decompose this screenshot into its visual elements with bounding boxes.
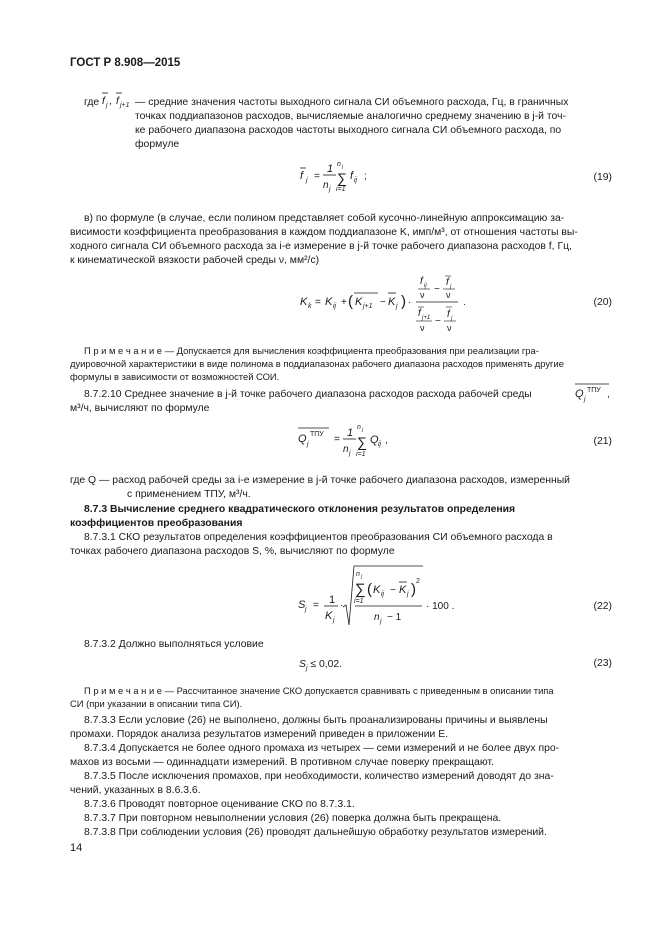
note1-line2: дуировочной характеристики в виде полинома в поддиапазонах рабочего диапазона расходов применять другие [70, 358, 564, 369]
svg-text:ij: ij [354, 177, 358, 184]
svg-text:j: j [305, 606, 307, 613]
formula-22 [298, 563, 478, 629]
svg-text:∑: ∑ [337, 170, 347, 186]
svg-text:(: ( [367, 581, 372, 598]
svg-text:j: j [451, 316, 453, 322]
note1-line1 [84, 344, 539, 357]
svg-text:i=1: i=1 [356, 451, 366, 458]
svg-text:n: n [343, 444, 349, 455]
svg-text:− 1: − 1 [387, 612, 402, 623]
where-text-3: ке рабочего диапазона расходов частоты выходного сигнала СИ объемного расхода, по [135, 125, 562, 136]
svg-text:n: n [337, 161, 341, 168]
p8-7-3-3-line1: 8.7.3.3 Если условие (26) не выполнено, должны быть проанализированы причины и выявлены [84, 715, 548, 726]
svg-text:n: n [323, 180, 329, 191]
svg-text:ij: ij [333, 303, 337, 310]
page-number: 14 [70, 842, 83, 854]
eq-number-23: (23) [593, 658, 612, 669]
svg-text:ν: ν [420, 323, 425, 333]
svg-text:K: K [325, 296, 333, 308]
svg-text:Q: Q [370, 434, 379, 446]
where-symbols [100, 89, 140, 109]
where-lead: где [84, 97, 100, 108]
svg-text:j: j [396, 303, 398, 310]
p8-7-3-5-line2: чений, указанных в 8.6.3.6. [70, 785, 201, 796]
svg-text:∑: ∑ [357, 434, 367, 450]
where-text-2: точках поддиапазонов расходов, вычисляемые аналогично среднему значению в j-й точ- [135, 111, 566, 122]
formula-19 [298, 158, 418, 198]
svg-text:K: K [300, 296, 308, 308]
p8-7-3-7: 8.7.3.7 При повторном невыполнении условия (26) поверка должна быть прекращена. [84, 813, 502, 824]
para-v-1: в) по формуле (в случае, если полином представляет собой кусочно-линейную аппроксимацию за- [84, 213, 565, 224]
formula-23-rhs: ≤ 0,02. [310, 659, 343, 670]
svg-text:j: j [307, 441, 309, 448]
svg-text:ν: ν [446, 290, 451, 300]
svg-text:j: j [306, 177, 308, 184]
svg-text:,: , [385, 435, 388, 446]
p8-7-3-6: 8.7.3.6 Проводят повторное оценивание СКО по 8.7.3.1. [84, 799, 355, 810]
svg-text:ν: ν [420, 290, 425, 300]
note2-text1: — Рассчитанное значение СКО допускается сравнивать с приведенным в описании типа [162, 685, 554, 696]
svg-text:n: n [374, 612, 380, 623]
svg-text:n: n [356, 571, 360, 578]
where2-line2: с применением ТПУ, м³/ч. [127, 489, 251, 500]
svg-text:j: j [380, 618, 382, 625]
note1-label: П р и м е ч а н и е [84, 345, 163, 356]
svg-text:j: j [450, 284, 452, 290]
svg-text:): ) [401, 293, 406, 310]
p8-7-3-1-line2: точках рабочего диапазона расходов S, %, вычисляют по формуле [70, 546, 395, 557]
document-header: ГОСТ Р 8.908—2015 [70, 57, 181, 69]
svg-text:i=1: i=1 [336, 186, 346, 193]
formula-21 [298, 420, 418, 464]
svg-text:−: − [434, 284, 440, 295]
svg-text:f: f [446, 277, 449, 288]
svg-text:+: + [341, 297, 347, 308]
para-v-3: ходного сигнала СИ объемного расхода за i-e измерение в j-й точке рабочего диапазона расходов f, Гц, [70, 241, 572, 252]
section-8-7-3-title-1: 8.7.3 Вычисление среднего квадратического отклонения результатов определения [84, 504, 516, 515]
svg-text:f: f [447, 309, 450, 320]
svg-text:=: = [314, 171, 320, 182]
svg-text:∑: ∑ [355, 581, 366, 598]
svg-text:): ) [411, 581, 416, 598]
svg-text:=: = [315, 297, 321, 308]
svg-text:j: j [342, 164, 344, 170]
para-v-4: к кинематической вязкости рабочей среды ν, мм²/с) [70, 255, 320, 266]
svg-text:ij: ij [378, 441, 382, 448]
formula-20 [298, 270, 498, 338]
svg-text:1: 1 [329, 594, 336, 606]
para-v-2: висимости коэффициента преобразования в каждом поддиапазоне K, имп/м³, от отношения частоты вы- [70, 227, 578, 238]
eq-number-19: (19) [593, 172, 612, 183]
p8-7-3-5-line1: 8.7.3.5 После исключения промахов, при необходимости, количество измерений доводят до зна- [84, 771, 554, 782]
note1-text1: — Допускается для вычисления коэффициента преобразования при реализации гра- [162, 345, 539, 356]
svg-text:j: j [407, 591, 409, 598]
svg-text:·: · [408, 297, 412, 308]
svg-text:1: 1 [327, 163, 334, 175]
svg-text:j: j [362, 427, 364, 433]
svg-text:,: , [607, 389, 610, 400]
svg-text:n: n [357, 424, 361, 431]
svg-text:1: 1 [347, 427, 354, 439]
svg-text:Q: Q [298, 433, 307, 445]
svg-text:j: j [329, 186, 331, 193]
section-8-7-3-title-2: коэффициентов преобразования [70, 518, 243, 529]
where-text-1: — средние значения частоты выходного сигнала СИ объемного расхода, Гц, в граничных [135, 97, 569, 108]
svg-text:j+1: j+1 [422, 315, 431, 321]
svg-text:ТПУ: ТПУ [587, 387, 601, 394]
p8-7-3-4-line2: махов из восьми — одиннадцати измерений. В противном случае поверку прекращают. [70, 757, 494, 768]
svg-text:j: j [106, 102, 108, 109]
svg-text:· 100 .: · 100 . [426, 601, 455, 612]
p8-7-3-8: 8.7.3.8 При соблюдении условия (26) проводят дальнейшую обработку результатов измерений. [84, 827, 547, 838]
note1-line3: формулы в зависимости от возможностей СОИ. [70, 371, 280, 382]
p8-7-3-1-line1: 8.7.3.1 СКО результатов определения коэффициентов преобразования СИ объемного расхода в [84, 532, 553, 543]
p8-7-2-10-line2: м³/ч, вычисляют по формуле [70, 403, 210, 414]
p8-7-2-10-line1: 8.7.2.10 Среднее значение в j-й точке рабочего диапазона расходов расхода рабочей среды [84, 389, 532, 400]
q-tpu-symbol [575, 380, 615, 404]
svg-text:i=1: i=1 [354, 598, 364, 605]
svg-text:=: = [313, 600, 319, 611]
svg-text:−: − [380, 297, 386, 308]
svg-text:f: f [102, 96, 105, 107]
svg-text:f: f [350, 170, 354, 182]
svg-text:j: j [584, 396, 586, 403]
svg-text:2: 2 [416, 578, 420, 585]
svg-text:,: , [109, 96, 112, 107]
svg-text:f: f [116, 96, 119, 107]
svg-text:k: k [308, 303, 312, 310]
svg-text:j+1: j+1 [363, 303, 373, 310]
where-text-4: формуле [135, 139, 180, 150]
svg-text:j: j [349, 450, 351, 457]
svg-text:ν: ν [447, 323, 452, 333]
svg-text:K: K [399, 584, 407, 596]
svg-text:f: f [300, 170, 304, 182]
svg-text:ij: ij [381, 591, 385, 598]
svg-text:K: K [373, 584, 381, 596]
formula-23 [299, 658, 342, 676]
svg-text:·: · [340, 600, 344, 611]
svg-text:j+1: j+1 [120, 102, 130, 109]
svg-text:−: − [390, 585, 396, 596]
svg-text:ij: ij [424, 283, 427, 289]
p8-7-3-4-line1: 8.7.3.4 Допускается не более одного промаха из четырех — семи измерений и не более двух про- [84, 743, 560, 754]
svg-text:Q: Q [575, 388, 584, 400]
note2-line1 [84, 684, 554, 697]
svg-text:j: j [333, 617, 335, 624]
where2-line1: где Q — расход рабочей среды за i-е измерение в j-й точке рабочего диапазона расходов, измеренный [70, 475, 570, 486]
svg-text:f: f [418, 308, 421, 319]
formula-23-s-symbol: S [299, 659, 306, 670]
svg-text:=: = [334, 434, 340, 445]
svg-text:K: K [388, 296, 396, 308]
svg-text:.: . [463, 297, 466, 308]
eq-number-21: (21) [593, 436, 612, 447]
svg-text:K: K [355, 296, 363, 308]
note2-line2: СИ (при указании в описании типа СИ). [70, 698, 243, 709]
p8-7-3-2: 8.7.3.2 Должно выполняться условие [84, 639, 264, 650]
svg-text:(: ( [348, 293, 353, 310]
formula-23-subscript: j [305, 665, 308, 673]
svg-text:j: j [361, 574, 363, 580]
svg-text:S: S [298, 599, 306, 611]
p8-7-3-3-line2: промахи. Порядок анализа результатов измерений приведен в приложении Е. [70, 729, 449, 740]
note2-label: П р и м е ч а н и е [84, 685, 163, 696]
svg-text:ТПУ: ТПУ [310, 431, 324, 438]
eq-number-22: (22) [593, 601, 612, 612]
svg-text:f: f [420, 276, 423, 287]
eq-number-20: (20) [593, 297, 612, 308]
svg-text:;: ; [364, 171, 367, 182]
svg-text:−: − [435, 316, 441, 327]
svg-text:K: K [325, 610, 333, 622]
